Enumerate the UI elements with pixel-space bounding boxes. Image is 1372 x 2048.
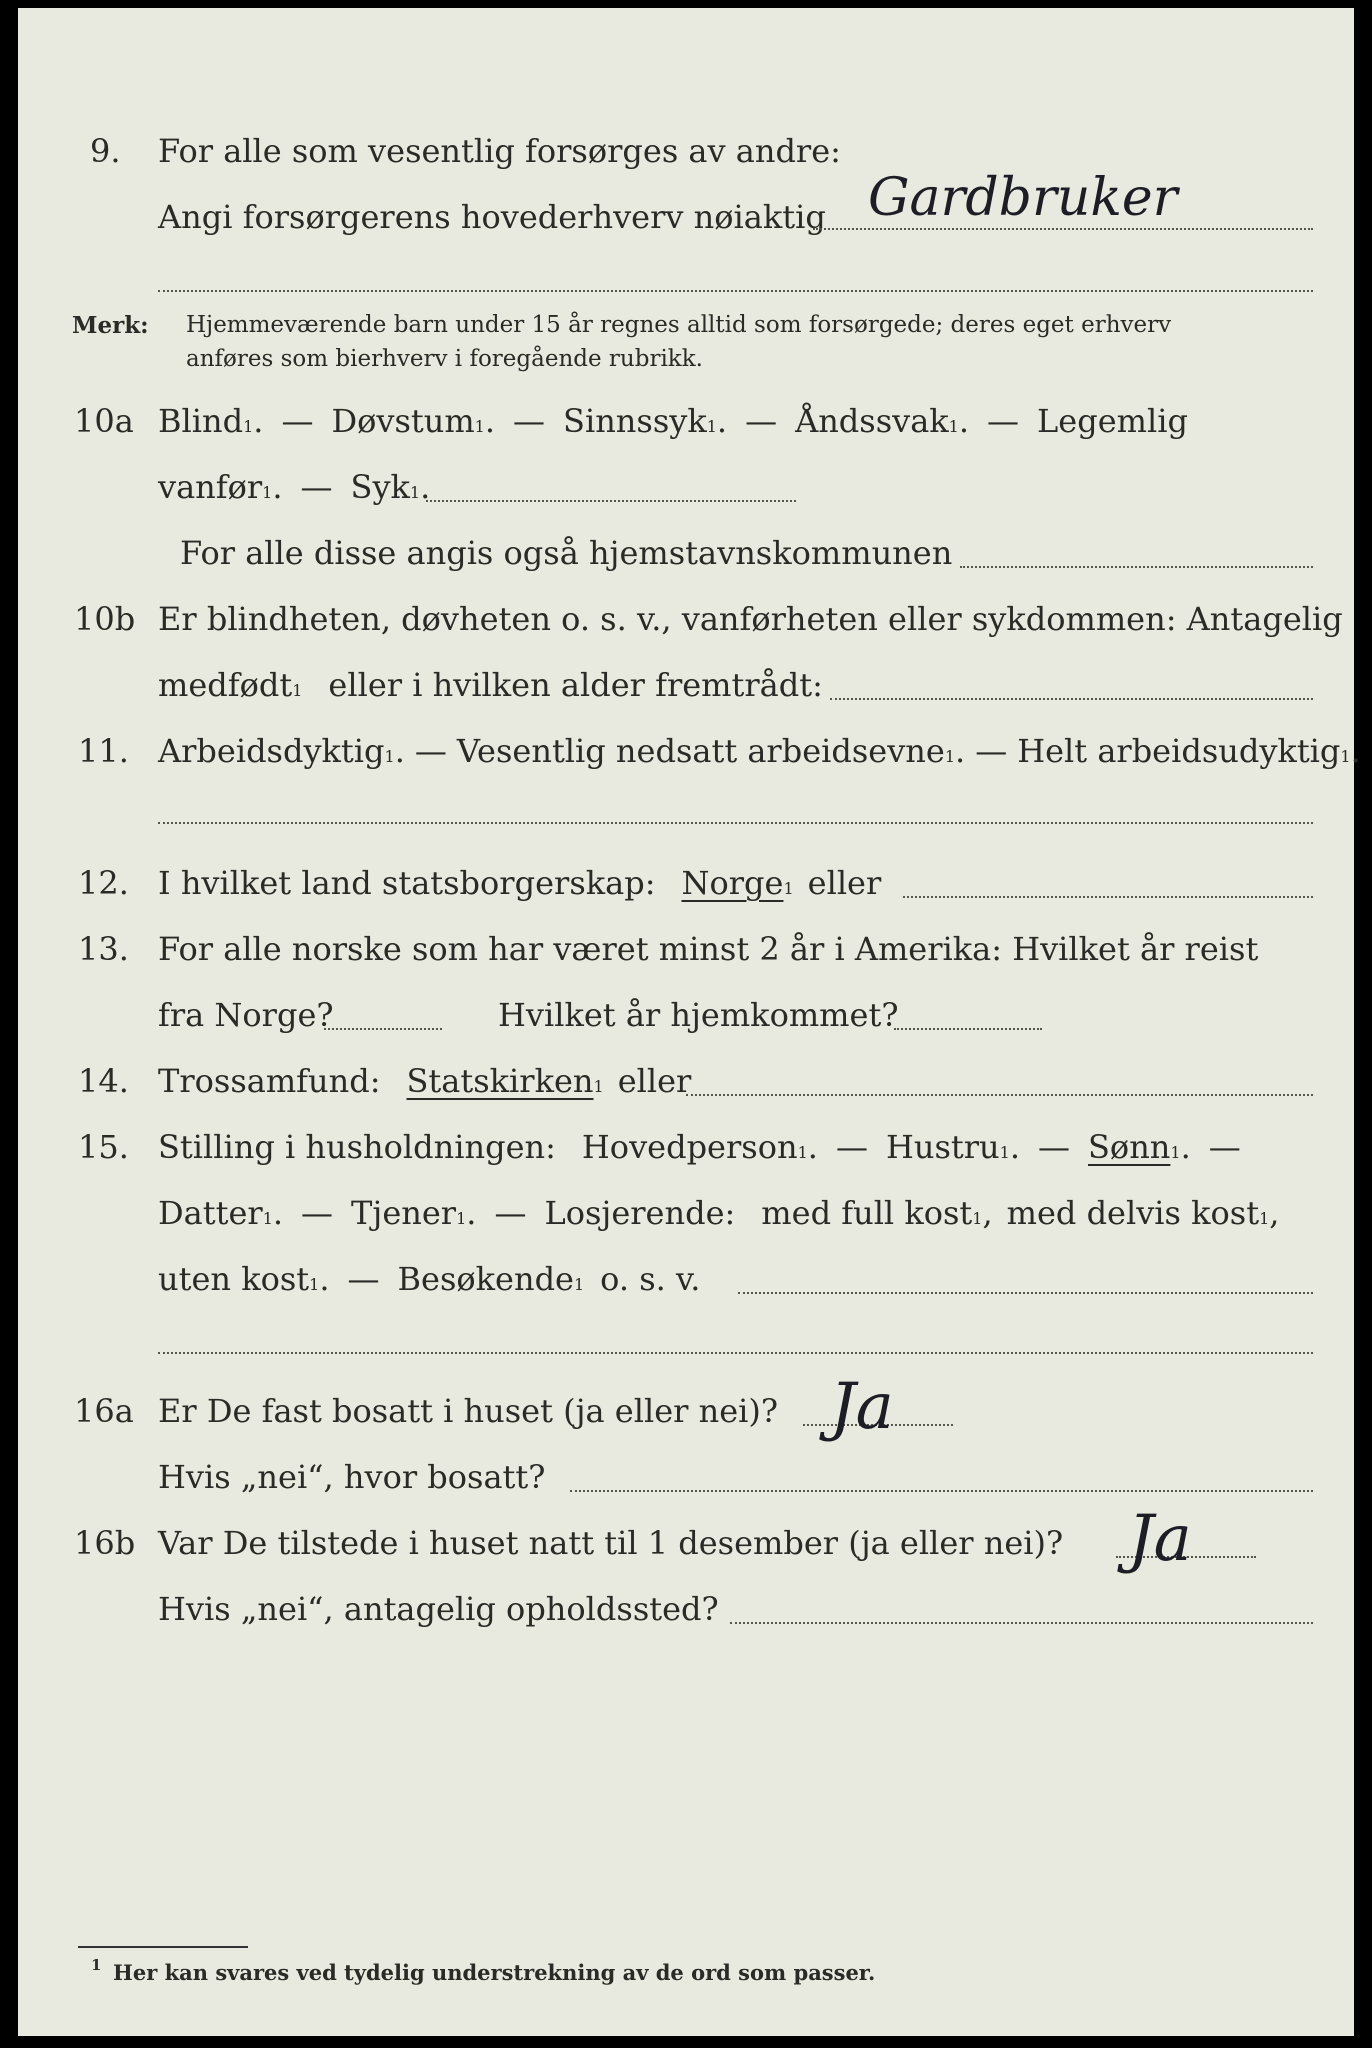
footnote: 1 Her kan svares ved tydelig understrekning av de ord som passer. — [91, 1956, 876, 1985]
q11-line: Arbeidsdyktig 1 . — Vesentlig nedsatt arbeidsevne 1 . — Helt arbeidsudyktig 1 . — [158, 732, 1361, 770]
q14-number: 14. — [78, 1062, 129, 1100]
q10a-line3: For alle disse angis også hjemstavnskommunen — [180, 534, 953, 572]
q10a-line1: Blind 1 . — Døvstum 1 . — Sinnssyk 1 . — Åndssvak 1 . — Legemlig — [158, 402, 1188, 440]
q13-line1: For alle norske som har været minst 2 år i Amerika: Hvilket år reist — [158, 930, 1259, 968]
opt-andssvak[interactable]: Åndssvak — [795, 402, 949, 440]
q13-number: 13. — [78, 930, 129, 968]
opt-helt-arbeidsudyktig[interactable]: Helt arbeidsudyktig — [1017, 732, 1341, 770]
opt-dovstum[interactable]: Døvstum — [331, 402, 475, 440]
q9-line2: Angi forsørgerens hovederhverv nøiaktig — [158, 198, 826, 236]
q16a-line1: Er De fast bosatt i huset (ja eller nei)? — [158, 1392, 779, 1430]
opt-vanfor[interactable]: vanfør — [158, 468, 263, 506]
q11-extra-line[interactable] — [158, 822, 1313, 824]
q10b-line2: medfødt 1 eller i hvilken alder fremtrådt: — [158, 666, 823, 704]
opt-norge[interactable]: Norge — [681, 864, 784, 902]
q15-line2: Datter 1 . — Tjener 1 . — Losjerende: med full kost 1 , med delvis kost 1 , — [158, 1194, 1280, 1232]
q15-line3: uten kost 1 . — Besøkende 1 o. s. v. — [158, 1260, 701, 1298]
merk-label: Merk: — [72, 312, 149, 339]
q10a-number: 10a — [74, 402, 134, 440]
q16b-line2: Hvis „nei“, antagelig opholdssted? — [158, 1590, 719, 1628]
q14-line: Trossamfund: Statskirken 1 eller — [158, 1062, 692, 1100]
q16a-number: 16a — [74, 1392, 134, 1430]
q10b-line1: Er blindheten, døvheten o. s. v., vanførheten eller sykdommen: Antagelig — [158, 600, 1343, 638]
opt-tjener[interactable]: Tjener — [351, 1194, 457, 1232]
q9-handwritten-answer: Gardbruker — [868, 168, 1178, 228]
opt-uten-kost[interactable]: uten kost — [158, 1260, 310, 1298]
opt-statskirken[interactable]: Statskirken — [406, 1062, 594, 1100]
opt-sonn[interactable]: Sønn — [1088, 1128, 1171, 1166]
opt-besokende[interactable]: Besøkende — [397, 1260, 574, 1298]
q9-answer-field[interactable] — [813, 228, 1313, 230]
q9-number: 9. — [90, 132, 121, 170]
opt-hovedperson[interactable]: Hovedperson — [581, 1128, 798, 1166]
q16b-handwritten-answer: Ja — [1128, 1502, 1192, 1576]
q13-hjemkommet-field[interactable] — [894, 1028, 1042, 1030]
q10b-number: 10b — [74, 600, 136, 638]
q13-hjem: Hvilket år hjemkommet? — [498, 996, 899, 1034]
q10a-hjemstavn-field[interactable] — [960, 566, 1313, 568]
q12-other-field[interactable] — [903, 896, 1313, 898]
q9-extra-line[interactable] — [158, 290, 1313, 292]
q12-number: 12. — [78, 864, 129, 902]
merk-line1: Hjemmeværende barn under 15 år regnes alltid som forsørgede; deres eget erhverv — [186, 312, 1172, 338]
q11-number: 11. — [78, 732, 129, 770]
footnote-rule — [78, 1946, 248, 1948]
q10a-line2: vanfør 1 . — Syk 1 . — [158, 468, 431, 506]
opt-hustru[interactable]: Hustru — [885, 1128, 1000, 1166]
opt-vesentlig-nedsatt[interactable]: Vesentlig nedsatt arbeidsevne — [456, 732, 945, 770]
merk-line2: anføres som bierhverv i foregående rubrikk. — [186, 346, 703, 372]
census-form-page — [18, 8, 1361, 2036]
opt-delvis-kost[interactable]: med delvis kost — [1006, 1194, 1260, 1232]
q15-number: 15. — [78, 1128, 129, 1166]
q13-reist-field[interactable] — [324, 1028, 442, 1030]
opt-sinnssyk[interactable]: Sinnssyk — [563, 402, 707, 440]
q12-line: I hvilket land statsborgerskap: Norge 1 eller — [158, 864, 882, 902]
opt-blind[interactable]: Blind — [158, 402, 244, 440]
opt-legemlig[interactable]: Legemlig — [1037, 402, 1188, 440]
q15-extra-line[interactable] — [158, 1352, 1313, 1354]
q16a-bosatt-field[interactable] — [570, 1490, 1313, 1492]
q10b-alder-field[interactable] — [830, 698, 1313, 700]
q16b-number: 16b — [74, 1524, 136, 1562]
q10a-syk-field[interactable] — [426, 500, 796, 502]
opt-medfodt[interactable]: medfødt — [158, 666, 293, 704]
q15-other-field[interactable] — [738, 1292, 1313, 1294]
q16a-line2: Hvis „nei“, hvor bosatt? — [158, 1458, 546, 1496]
opt-syk[interactable]: Syk — [350, 468, 410, 506]
opt-full-kost[interactable]: med full kost — [761, 1194, 973, 1232]
q9-line1: For alle som vesentlig forsørges av andre: — [158, 132, 841, 170]
q13-fra: fra Norge? — [158, 996, 334, 1034]
opt-arbeidsdyktig[interactable]: Arbeidsdyktig — [158, 732, 385, 770]
q16b-line1: Var De tilstede i huset natt til 1 desember (ja eller nei)? — [158, 1524, 1064, 1562]
q16a-handwritten-answer: Ja — [830, 1370, 894, 1444]
q16b-opholdssted-field[interactable] — [730, 1622, 1313, 1624]
opt-datter[interactable]: Datter — [158, 1194, 263, 1232]
q15-line1: Stilling i husholdningen: Hovedperson 1 . — Hustru 1 . — Sønn 1 . — — [158, 1128, 1241, 1166]
q14-other-field[interactable] — [686, 1094, 1313, 1096]
